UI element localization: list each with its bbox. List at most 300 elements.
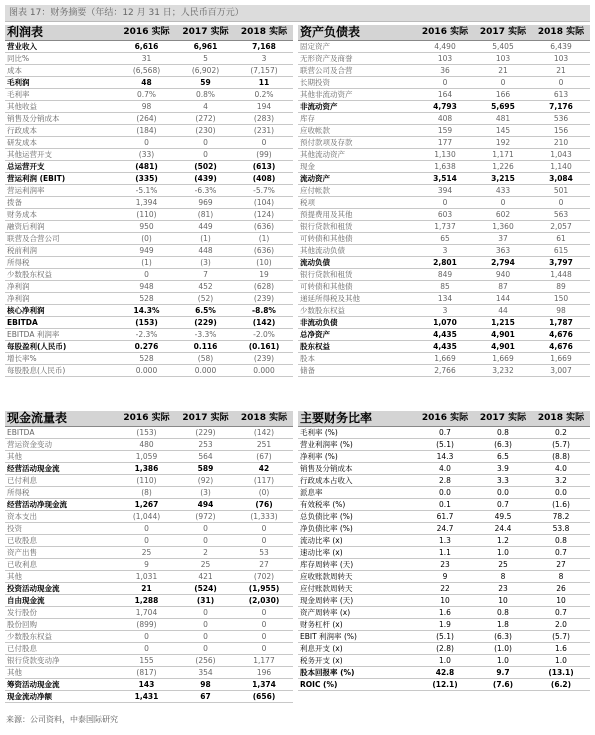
cell-value: (636) xyxy=(235,245,293,257)
cell-value: 9 xyxy=(416,571,474,583)
cell-value: 0 xyxy=(176,631,235,643)
cell-value: 603 xyxy=(416,209,474,221)
table-row xyxy=(298,233,590,245)
cell-value: 42 xyxy=(235,463,293,475)
cell-value: 0 xyxy=(474,197,532,209)
cell-value: 1,215 xyxy=(474,317,532,329)
cell-value: 21 xyxy=(474,65,532,77)
table-row xyxy=(5,281,293,293)
cell-value: 615 xyxy=(532,245,590,257)
cell-value: (124) xyxy=(235,209,293,221)
cell-value: (6.2) xyxy=(532,679,590,691)
row-label: 其他 xyxy=(5,667,117,679)
cell-value: 448 xyxy=(176,245,235,257)
row-label: 融资后利润 xyxy=(5,221,117,233)
cell-value: 53.8 xyxy=(532,523,590,535)
cell-value: 21 xyxy=(532,65,590,77)
cell-value: (81) xyxy=(176,209,235,221)
cell-value: 528 xyxy=(117,293,176,305)
table-row xyxy=(298,643,590,655)
table-row xyxy=(5,523,293,535)
table-row xyxy=(5,691,293,703)
cell-value: 9.7 xyxy=(474,667,532,679)
cell-value: 25 xyxy=(176,559,235,571)
cell-value: 0.2 xyxy=(532,427,590,439)
cell-value: (256) xyxy=(176,655,235,667)
cell-value: 1,737 xyxy=(416,221,474,233)
row-label: 经营活动净现金流 xyxy=(5,499,117,511)
cell-value: 6,439 xyxy=(532,41,590,53)
table-row xyxy=(5,571,293,583)
row-label: 筹资活动现金流 xyxy=(5,679,117,691)
row-label: 派息率 xyxy=(298,487,416,499)
table-row xyxy=(5,173,293,185)
cell-value: 5,405 xyxy=(474,41,532,53)
table-row xyxy=(298,293,590,305)
cell-value: (8.8) xyxy=(532,451,590,463)
table-row xyxy=(5,631,293,643)
cell-value: 103 xyxy=(416,53,474,65)
table-row xyxy=(298,655,590,667)
cell-value: 37 xyxy=(474,233,532,245)
cell-value: 3.2 xyxy=(532,475,590,487)
cell-value: 4.0 xyxy=(416,463,474,475)
cell-value: -5.1% xyxy=(117,185,176,197)
row-label: 营运利润 (EBIT) xyxy=(5,173,117,185)
row-label: 毛利润 xyxy=(5,77,117,89)
table-row xyxy=(298,185,590,197)
cell-value: 134 xyxy=(416,293,474,305)
cell-value: (5.1) xyxy=(416,631,474,643)
table-row xyxy=(298,209,590,221)
cell-value: 0 xyxy=(176,523,235,535)
cell-value: 1.0 xyxy=(474,655,532,667)
cell-value: (1,955) xyxy=(235,583,293,595)
row-label: 其他运营开支 xyxy=(5,149,117,161)
table-row xyxy=(5,499,293,511)
cell-value: 59 xyxy=(176,77,235,89)
cell-value: (2,030) xyxy=(235,595,293,607)
table-row xyxy=(5,209,293,221)
row-label: 营运利润率 xyxy=(5,185,117,197)
cell-value: 0.8 xyxy=(532,535,590,547)
table-row xyxy=(5,559,293,571)
row-label: 预提费用及其他 xyxy=(298,209,416,221)
cell-value: 2,801 xyxy=(416,257,474,269)
table-row xyxy=(5,269,293,281)
table-row xyxy=(298,679,590,691)
cell-value: 1,070 xyxy=(416,317,474,329)
cell-value: 394 xyxy=(416,185,474,197)
cell-value: 7,176 xyxy=(532,101,590,113)
cell-value: (0) xyxy=(235,487,293,499)
row-label: 财务成本 xyxy=(5,209,117,221)
table-row xyxy=(298,427,590,439)
figure-caption-bar xyxy=(5,5,590,22)
row-label: 应付帐款 xyxy=(298,185,416,197)
row-label: 应收帐款 xyxy=(298,125,416,137)
cell-value: 4,435 xyxy=(416,329,474,341)
row-label: 长期投资 xyxy=(298,77,416,89)
cell-value: 4,901 xyxy=(474,329,532,341)
cell-value: 949 xyxy=(117,245,176,257)
cell-value: 6,616 xyxy=(117,41,176,53)
cell-value: 1,177 xyxy=(235,655,293,667)
row-label: 有效税率 (%) xyxy=(298,499,416,511)
table-header-row xyxy=(5,25,293,41)
cell-value: (636) xyxy=(235,221,293,233)
cell-value: (230) xyxy=(176,125,235,137)
cell-value: 6,961 xyxy=(176,41,235,53)
cell-value: (335) xyxy=(117,173,176,185)
row-label: 利息开支 (x) xyxy=(298,643,416,655)
table-row xyxy=(5,185,293,197)
cell-value: 4 xyxy=(176,101,235,113)
cell-value: (31) xyxy=(176,595,235,607)
cell-value: 10 xyxy=(474,595,532,607)
cell-value: 61 xyxy=(532,233,590,245)
cell-value: 602 xyxy=(474,209,532,221)
row-label: 税务开支 (x) xyxy=(298,655,416,667)
cell-value: 1.6 xyxy=(416,607,474,619)
cell-value: 589 xyxy=(176,463,235,475)
cell-value: -8.8% xyxy=(235,305,293,317)
table-row xyxy=(5,511,293,523)
cell-value: 3 xyxy=(416,245,474,257)
row-label: 其他 xyxy=(5,451,117,463)
cell-value: (92) xyxy=(176,475,235,487)
cell-value: (3) xyxy=(176,487,235,499)
table-row xyxy=(5,679,293,691)
table-row xyxy=(298,547,590,559)
column-header: 2017 实际 xyxy=(176,411,235,427)
table-row xyxy=(298,523,590,535)
cell-value: 14.3 xyxy=(416,451,474,463)
table-row xyxy=(5,353,293,365)
cell-value: 4,435 xyxy=(416,341,474,353)
table-row xyxy=(298,535,590,547)
table-row xyxy=(298,269,590,281)
row-label: 所得税 xyxy=(5,487,117,499)
cell-value: 1,386 xyxy=(117,463,176,475)
table-row xyxy=(298,583,590,595)
row-label: 销售及分销成本 xyxy=(298,463,416,475)
cell-value: 433 xyxy=(474,185,532,197)
table-row xyxy=(298,101,590,113)
cell-value: -5.7% xyxy=(235,185,293,197)
row-label: 拨备 xyxy=(5,197,117,209)
cell-value: (272) xyxy=(176,113,235,125)
cell-value: 0.7 xyxy=(532,547,590,559)
cell-value: 3,797 xyxy=(532,257,590,269)
table-row xyxy=(5,293,293,305)
cell-value: 1.8 xyxy=(474,619,532,631)
row-label: 股份回购 xyxy=(5,619,117,631)
cell-value: (239) xyxy=(235,353,293,365)
row-label: 其他流动负债 xyxy=(298,245,416,257)
table-row xyxy=(5,161,293,173)
column-header: 2016 实际 xyxy=(416,25,474,41)
cell-value: 4.0 xyxy=(532,463,590,475)
cell-value: (702) xyxy=(235,571,293,583)
cell-value: 0.8 xyxy=(474,607,532,619)
cell-value: -2.3% xyxy=(117,329,176,341)
cell-value: 4,793 xyxy=(416,101,474,113)
cell-value: 23 xyxy=(416,559,474,571)
cell-value: (184) xyxy=(117,125,176,137)
cell-value: 1,431 xyxy=(117,691,176,703)
cell-value: 1,226 xyxy=(474,161,532,173)
column-header: 2017 实际 xyxy=(176,25,235,41)
row-label: 应收账款周转天 xyxy=(298,571,416,583)
row-label: 税项 xyxy=(298,197,416,209)
table-header-row xyxy=(298,25,590,41)
cell-value: 21 xyxy=(117,583,176,595)
table-row xyxy=(5,221,293,233)
table-row xyxy=(298,341,590,353)
cell-value: 0 xyxy=(176,607,235,619)
cell-value: 4,490 xyxy=(416,41,474,53)
cell-value: 536 xyxy=(532,113,590,125)
table-row xyxy=(5,245,293,257)
table-row xyxy=(298,65,590,77)
financial-ratios-table xyxy=(298,411,590,691)
row-label: 净负债比率 (%) xyxy=(298,523,416,535)
cell-value: (142) xyxy=(235,427,293,439)
row-label: 其他非流动资产 xyxy=(298,89,416,101)
row-label: 少数股东权益 xyxy=(298,305,416,317)
cell-value: (153) xyxy=(117,427,176,439)
cell-value: 1,394 xyxy=(117,197,176,209)
cell-value: 363 xyxy=(474,245,532,257)
table-row xyxy=(5,77,293,89)
row-label: 现金流动净额 xyxy=(5,691,117,703)
cell-value: 2,057 xyxy=(532,221,590,233)
cell-value: (5.7) xyxy=(532,439,590,451)
cell-value: (229) xyxy=(176,427,235,439)
cell-value: (481) xyxy=(117,161,176,173)
cell-value: 563 xyxy=(532,209,590,221)
table-row xyxy=(298,149,590,161)
cell-value: 1,360 xyxy=(474,221,532,233)
cell-value: (3) xyxy=(176,257,235,269)
table-row xyxy=(298,173,590,185)
cell-value: (104) xyxy=(235,197,293,209)
row-label: 税前利润 xyxy=(5,245,117,257)
table-row xyxy=(298,161,590,173)
cell-value: 7 xyxy=(176,269,235,281)
cell-value: 1.0 xyxy=(416,655,474,667)
table-row xyxy=(5,619,293,631)
cell-value: (656) xyxy=(235,691,293,703)
cell-value: (502) xyxy=(176,161,235,173)
cell-value: 0 xyxy=(117,643,176,655)
cell-value: 0 xyxy=(176,619,235,631)
cell-value: 26 xyxy=(532,583,590,595)
row-label: 发行股份 xyxy=(5,607,117,619)
cell-value: (283) xyxy=(235,113,293,125)
cell-value: 0.116 xyxy=(176,341,235,353)
cell-value: 0.000 xyxy=(235,365,293,377)
cell-value: 564 xyxy=(176,451,235,463)
cell-value: 166 xyxy=(474,89,532,101)
row-label: ROIC (%) xyxy=(298,679,416,691)
table-row xyxy=(298,89,590,101)
cell-value: 0.000 xyxy=(117,365,176,377)
row-label: 核心净利润 xyxy=(5,305,117,317)
cell-value: (99) xyxy=(235,149,293,161)
row-label: 资产出售 xyxy=(5,547,117,559)
cell-value: 494 xyxy=(176,499,235,511)
cell-value: 89 xyxy=(532,281,590,293)
cell-value: 19 xyxy=(235,269,293,281)
cell-value: 44 xyxy=(474,305,532,317)
cell-value: 251 xyxy=(235,439,293,451)
table-row xyxy=(298,281,590,293)
cell-value: 143 xyxy=(117,679,176,691)
table-row xyxy=(298,41,590,53)
table-row xyxy=(5,329,293,341)
row-label: 股本回报率 (%) xyxy=(298,667,416,679)
row-label: 库存 xyxy=(298,113,416,125)
cell-value: 8 xyxy=(532,571,590,583)
cell-value: (13.1) xyxy=(532,667,590,679)
row-label: 速动比率 (x) xyxy=(298,547,416,559)
cell-value: 67 xyxy=(176,691,235,703)
cell-value: (1.0) xyxy=(474,643,532,655)
table-row xyxy=(298,257,590,269)
cell-value: 1,288 xyxy=(117,595,176,607)
table-row xyxy=(298,317,590,329)
table-row xyxy=(5,149,293,161)
table-row xyxy=(298,463,590,475)
table-row xyxy=(5,305,293,317)
row-label: 营业收入 xyxy=(5,41,117,53)
cell-value: (5.7) xyxy=(532,631,590,643)
cell-value: (110) xyxy=(117,475,176,487)
row-label: 成本 xyxy=(5,65,117,77)
row-label: 已付利息 xyxy=(5,475,117,487)
cell-value: 155 xyxy=(117,655,176,667)
row-label: 同比% xyxy=(5,53,117,65)
cell-value: 2,794 xyxy=(474,257,532,269)
column-header: 2016 实际 xyxy=(117,25,176,41)
cell-value: (153) xyxy=(117,317,176,329)
row-label: 预付款项及存款 xyxy=(298,137,416,149)
cell-value: (58) xyxy=(176,353,235,365)
cell-value: (52) xyxy=(176,293,235,305)
row-label: 少数股东权益 xyxy=(5,631,117,643)
cell-value: 4,676 xyxy=(532,341,590,353)
table-row xyxy=(5,89,293,101)
table-row xyxy=(298,353,590,365)
table-row xyxy=(298,475,590,487)
cell-value: -3.3% xyxy=(176,329,235,341)
row-label: 净利润 xyxy=(5,281,117,293)
cell-value: 103 xyxy=(474,53,532,65)
table-title: 利润表 xyxy=(5,25,117,41)
table-row xyxy=(5,101,293,113)
cell-value: 1,787 xyxy=(532,317,590,329)
row-label: 已收利息 xyxy=(5,559,117,571)
cell-value: 1,704 xyxy=(117,607,176,619)
cell-value: (1) xyxy=(117,257,176,269)
cell-value: 22 xyxy=(416,583,474,595)
row-label: 总负债比率 (%) xyxy=(298,511,416,523)
table-row xyxy=(298,559,590,571)
cell-value: 8 xyxy=(474,571,532,583)
cell-value: 1,448 xyxy=(532,269,590,281)
cell-value: 4,901 xyxy=(474,341,532,353)
row-label: 少数股东权益 xyxy=(5,269,117,281)
table-row xyxy=(298,53,590,65)
cell-value: 78.2 xyxy=(532,511,590,523)
cell-value: 11 xyxy=(235,77,293,89)
row-label: 所得税 xyxy=(5,257,117,269)
cell-value: 0.8% xyxy=(176,89,235,101)
cell-value: 1,043 xyxy=(532,149,590,161)
cell-value: (628) xyxy=(235,281,293,293)
cell-value: 0.0 xyxy=(532,487,590,499)
cell-value: 2 xyxy=(176,547,235,559)
cell-value: (117) xyxy=(235,475,293,487)
table-row xyxy=(298,365,590,377)
row-label: 毛利率 (%) xyxy=(298,427,416,439)
cell-value: (110) xyxy=(117,209,176,221)
table-row xyxy=(5,451,293,463)
cell-value: (1,044) xyxy=(117,511,176,523)
row-label: 营业利润率 (%) xyxy=(298,439,416,451)
column-header: 2018 实际 xyxy=(235,411,293,427)
cell-value: (76) xyxy=(235,499,293,511)
row-label: 银行贷款和租赁 xyxy=(298,221,416,233)
cell-value: 0.2% xyxy=(235,89,293,101)
cell-value: 61.7 xyxy=(416,511,474,523)
table-header-row xyxy=(298,411,590,427)
table-row xyxy=(5,41,293,53)
cell-value: 196 xyxy=(235,667,293,679)
row-label: 股东权益 xyxy=(298,341,416,353)
cell-value: (5.1) xyxy=(416,439,474,451)
row-label: 固定资产 xyxy=(298,41,416,53)
table-title: 资产负债表 xyxy=(298,25,416,41)
table-row xyxy=(5,197,293,209)
row-label: 销售及分销成本 xyxy=(5,113,117,125)
row-label: 财务杠杆 (x) xyxy=(298,619,416,631)
cell-value: 177 xyxy=(416,137,474,149)
table-title: 主要财务比率 xyxy=(298,411,416,427)
cell-value: 145 xyxy=(474,125,532,137)
cell-value: 452 xyxy=(176,281,235,293)
table-row xyxy=(5,427,293,439)
cell-value: (2.8) xyxy=(416,643,474,655)
cell-value: 98 xyxy=(176,679,235,691)
table-row xyxy=(298,595,590,607)
cell-value: 969 xyxy=(176,197,235,209)
cell-value: 6.5% xyxy=(176,305,235,317)
row-label: 无形资产及商誉 xyxy=(298,53,416,65)
cell-value: 1.1 xyxy=(416,547,474,559)
cell-value: 0 xyxy=(235,619,293,631)
cell-value: 1,374 xyxy=(235,679,293,691)
table-row xyxy=(298,221,590,233)
cell-value: 3.3 xyxy=(474,475,532,487)
cell-value: 0.7% xyxy=(117,89,176,101)
cell-value: 27 xyxy=(532,559,590,571)
cell-value: (972) xyxy=(176,511,235,523)
column-header: 2018 实际 xyxy=(532,411,590,427)
source-note: 来源：公司资料，中泰国际研究 xyxy=(6,715,118,724)
